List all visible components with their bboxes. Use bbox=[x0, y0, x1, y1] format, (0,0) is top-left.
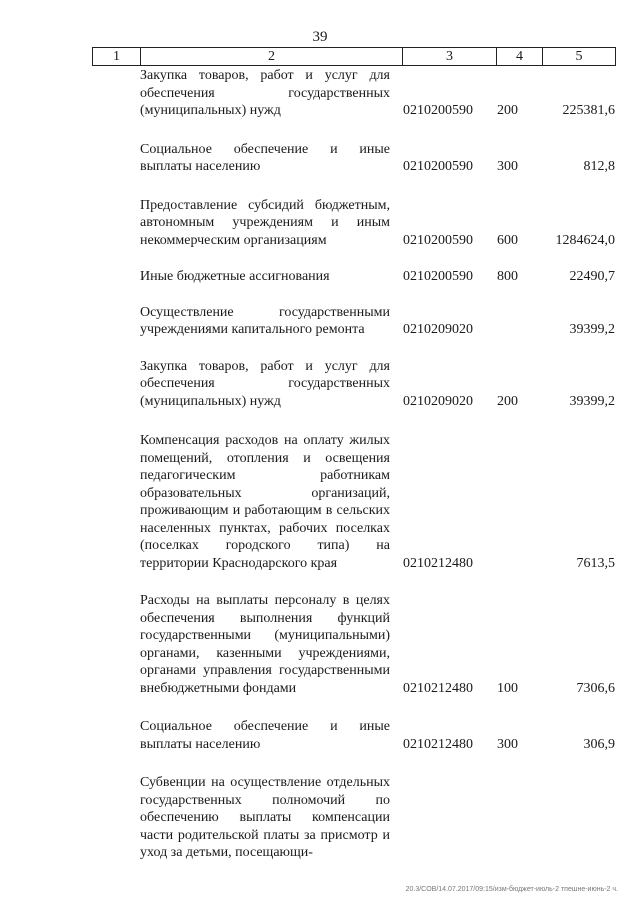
row-amount: 22490,7 bbox=[569, 269, 615, 284]
row-description: Компенсация расходов на оплату жилых помещений, отопления и освещения педагогическим работникам образовательных организаций, проживающим и работающим в сельских населенных пунктах, рабочих поселках (поселках городского типа) на территории Краснодарского края bbox=[140, 433, 390, 571]
page-number: 39 bbox=[312, 29, 328, 45]
table-row bbox=[92, 358, 615, 411]
row-code: 0210200590 bbox=[403, 103, 473, 118]
table-row bbox=[92, 432, 615, 572]
row-description: Иные бюджетные ассигнования bbox=[140, 269, 330, 284]
row-description: Предоставление субсидий бюджетным, автономным учреждениям и иным некоммерческим организациям bbox=[140, 197, 390, 248]
row-description: Закупка товаров, работ и услуг для обеспечения государственных (муниципальных) нужд bbox=[140, 358, 390, 409]
row-amount: 1284624,0 bbox=[555, 232, 615, 248]
row-description: Расходы на выплаты персоналу в целях обеспечения выполнения функций государственными (муниципальными) органами, казенными учреждениями, органами управления государственными внебюджетными фондами bbox=[140, 593, 390, 696]
row-expense-type: 600 bbox=[497, 232, 518, 248]
table-row bbox=[92, 268, 615, 286]
column-3-header: 3 bbox=[403, 48, 497, 66]
table-row bbox=[92, 67, 615, 120]
row-code: 0210212480 bbox=[403, 736, 473, 752]
table-row bbox=[92, 774, 615, 862]
table-row bbox=[92, 592, 615, 697]
row-code: 0210200590 bbox=[403, 159, 473, 174]
column-1-header: 1 bbox=[93, 48, 141, 66]
row-expense-type: 300 bbox=[497, 159, 518, 174]
row-code: 0210200590 bbox=[403, 269, 473, 284]
column-2-header: 2 bbox=[141, 48, 403, 66]
row-amount: 7613,5 bbox=[576, 555, 615, 571]
row-code: 0210209020 bbox=[403, 322, 473, 337]
column-header-row bbox=[92, 47, 616, 66]
row-expense-type: 200 bbox=[497, 103, 518, 118]
row-amount: 39399,2 bbox=[569, 393, 615, 409]
budget-table-body bbox=[92, 67, 615, 862]
row-description: Осуществление государственными учреждениями капитального ремонта bbox=[140, 304, 390, 337]
row-code: 0210212480 bbox=[403, 680, 473, 696]
row-expense-type: 300 bbox=[497, 736, 518, 752]
table-row bbox=[92, 718, 615, 753]
row-expense-type: 100 bbox=[497, 680, 518, 696]
table-row bbox=[92, 304, 615, 339]
document-footer-stamp: 20.3/COB/14.07.2017/09:15/изм-бюджет-июль-2 тпешне-июнь-2 ч. bbox=[405, 886, 618, 893]
row-expense-type: 800 bbox=[497, 269, 518, 284]
row-amount: 812,8 bbox=[583, 159, 615, 174]
row-amount: 225381,6 bbox=[562, 103, 615, 118]
row-amount: 306,9 bbox=[583, 736, 615, 752]
row-description: Закупка товаров, работ и услуг для обеспечения государственных (муниципальных) нужд bbox=[140, 68, 390, 118]
row-description: Субвенции на осуществление отдельных государственных полномочий по обеспечению выплаты компенсации части родительской платы за присмотр и уход за детьми, посещающи- bbox=[140, 775, 390, 860]
row-amount: 39399,2 bbox=[569, 322, 615, 337]
row-amount: 7306,6 bbox=[576, 680, 615, 696]
row-code: 0210209020 bbox=[403, 393, 473, 409]
row-code: 0210212480 bbox=[403, 555, 473, 571]
row-code: 0210200590 bbox=[403, 232, 473, 248]
table-row bbox=[92, 197, 615, 250]
row-description: Социальное обеспечение и иные выплаты населению bbox=[140, 719, 390, 752]
row-expense-type: 200 bbox=[497, 393, 518, 409]
table-row bbox=[92, 141, 615, 176]
column-5-header: 5 bbox=[543, 48, 616, 66]
row-description: Социальное обеспечение и иные выплаты населению bbox=[140, 141, 390, 174]
column-4-header: 4 bbox=[497, 48, 543, 66]
